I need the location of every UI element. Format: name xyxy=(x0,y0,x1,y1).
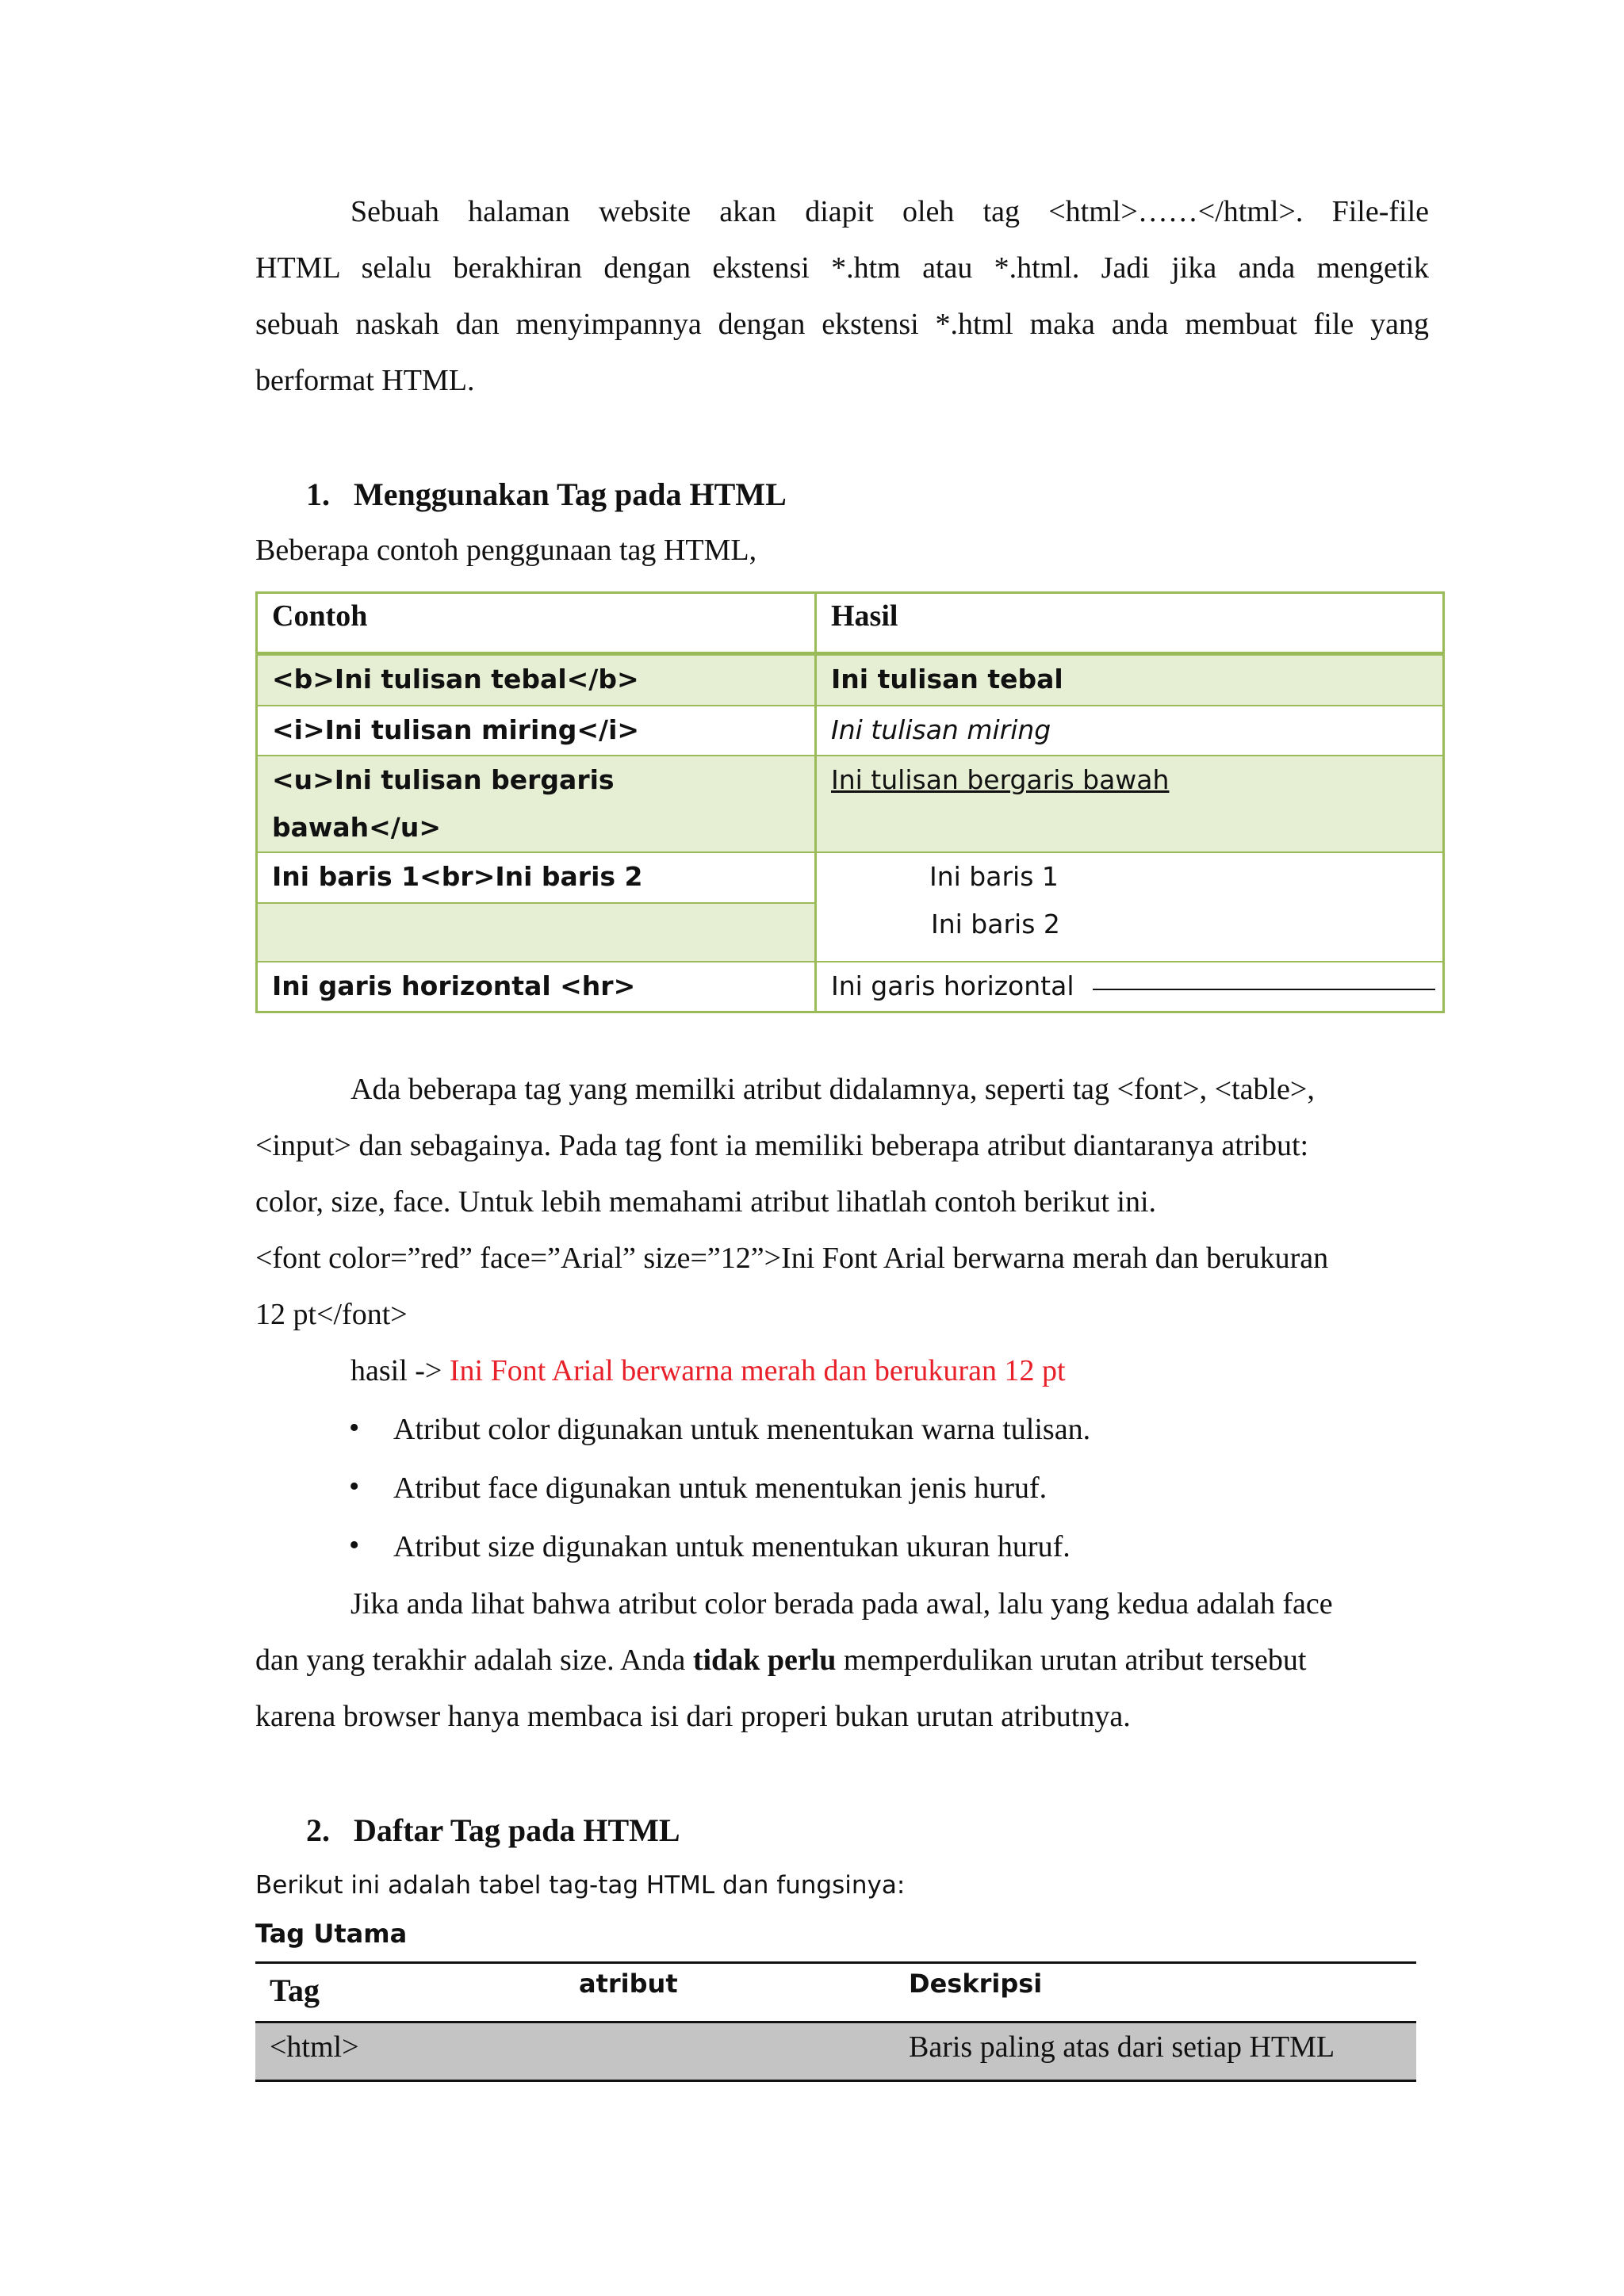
row-code: <i>Ini tulisan miring</i> xyxy=(272,714,640,745)
intro-line-1: Sebuah halaman website akan diapit oleh tag <html>……</html>. File-file xyxy=(350,195,1429,228)
header-deskripsi: Deskripsi xyxy=(909,1969,1043,1999)
header-hasil: Hasil xyxy=(831,599,898,633)
header-tag: Tag xyxy=(270,1973,320,2008)
cell-tag: <html> xyxy=(270,2030,359,2064)
result-line xyxy=(350,1353,1066,1388)
tag-example-table xyxy=(255,591,1445,1013)
empty-cell xyxy=(258,902,814,961)
section-2-lead: Berikut ini adalah tabel tag-tag HTML dan fungsinya: xyxy=(255,1871,906,1900)
section-1-title: Menggunakan Tag pada HTML xyxy=(354,476,787,512)
horizontal-rule xyxy=(1093,989,1435,990)
section-1-lead: Beberapa contoh penggunaan tag HTML, xyxy=(255,534,757,567)
row-code: <b>Ini tulisan tebal</b> xyxy=(272,664,639,695)
list-item: • Atribut color digunakan untuk menentukan warna tulisan. xyxy=(349,1411,1091,1446)
row-code-line-1: <u>Ini tulisan bergaris xyxy=(272,764,615,795)
row-result-underline: Ini tulisan bergaris bawah xyxy=(831,764,1170,795)
order-line-1: Jika anda lihat bahwa atribut color berada pada awal, lalu yang kedua adalah face xyxy=(350,1587,1333,1621)
bullet-icon: • xyxy=(349,1411,360,1445)
table-header-row xyxy=(258,594,1442,656)
row-result-italic: Ini tulisan miring xyxy=(831,714,1051,745)
section-2-title: Daftar Tag pada HTML xyxy=(354,1812,680,1848)
list-item: • Atribut size digunakan untuk menentukan ukuran huruf. xyxy=(349,1529,1071,1563)
header-atribut: atribut xyxy=(579,1969,678,1999)
attr-line-3: color, size, face. Untuk lebih memahami atribut lihatlah contoh berikut ini. xyxy=(255,1185,1157,1219)
bullet-icon: • xyxy=(349,1529,360,1562)
row-result: Ini garis horizontal xyxy=(831,970,1074,1001)
table-row xyxy=(258,755,1442,851)
row-result-line-1: Ini baris 1 xyxy=(929,861,1059,892)
table-row xyxy=(255,2023,1416,2080)
table-row xyxy=(258,961,1442,1011)
table-2-subtitle: Tag Utama xyxy=(255,1919,408,1949)
section-1-number: 1. xyxy=(306,476,330,512)
attr-line-2: <input> dan sebagainya. Pada tag font ia memiliki beberapa atribut diantaranya atribut: xyxy=(255,1129,1309,1162)
bold-emphasis: tidak perlu xyxy=(692,1644,837,1677)
table-row xyxy=(258,705,1442,755)
bullet-icon: • xyxy=(349,1470,360,1503)
attr-line-5: 12 pt</font> xyxy=(255,1298,408,1331)
row-code-line-2: bawah</u> xyxy=(272,812,441,843)
attr-line-4: <font color=”red” face=”Arial” size=”12”>Ini Font Arial berwarna merah dan berukuran xyxy=(255,1242,1329,1275)
list-item: • Atribut face digunakan untuk menentukan jenis huruf. xyxy=(349,1470,1048,1505)
section-2-number: 2. xyxy=(306,1812,330,1848)
table-2-bottom-rule xyxy=(255,2080,1416,2082)
red-font-sample: Ini Font Arial berwarna merah dan berukuran 12 pt xyxy=(449,1354,1066,1387)
intro-line-3: sebuah naskah dan menyimpannya dengan ekstensi *.html maka anda membuat file yang xyxy=(255,308,1429,341)
order-line-3: karena browser hanya membaca isi dari properi bukan urutan atributnya. xyxy=(255,1700,1131,1733)
table-2-header-row xyxy=(255,1964,1416,2021)
attr-line-1: Ada beberapa tag yang memilki atribut didalamnya, seperti tag <font>, <table>, xyxy=(350,1073,1315,1106)
table-row xyxy=(258,656,1442,705)
cell-deskripsi: Baris paling atas dari setiap HTML xyxy=(909,2030,1335,2064)
result-prefix: hasil -> xyxy=(350,1354,450,1387)
row-result-bold: Ini tulisan tebal xyxy=(831,664,1063,695)
row-code: Ini garis horizontal <hr> xyxy=(272,970,636,1001)
row-code: Ini baris 1<br>Ini baris 2 xyxy=(272,861,643,892)
table-row xyxy=(258,851,1442,961)
row-result-line-2: Ini baris 2 xyxy=(931,909,1060,939)
order-line-2: dan yang terakhir adalah size. Anda tidak perlu memperdulikan urutan atribut tersebut xyxy=(255,1644,1307,1677)
intro-line-2: HTML selalu berakhiran dengan ekstensi *.htm atau *.html. Jadi jika anda mengetik xyxy=(255,251,1429,285)
section-1-heading xyxy=(306,476,787,513)
intro-line-4: berformat HTML. xyxy=(255,364,475,397)
section-2-heading xyxy=(306,1812,680,1849)
header-contoh: Contoh xyxy=(272,599,368,633)
